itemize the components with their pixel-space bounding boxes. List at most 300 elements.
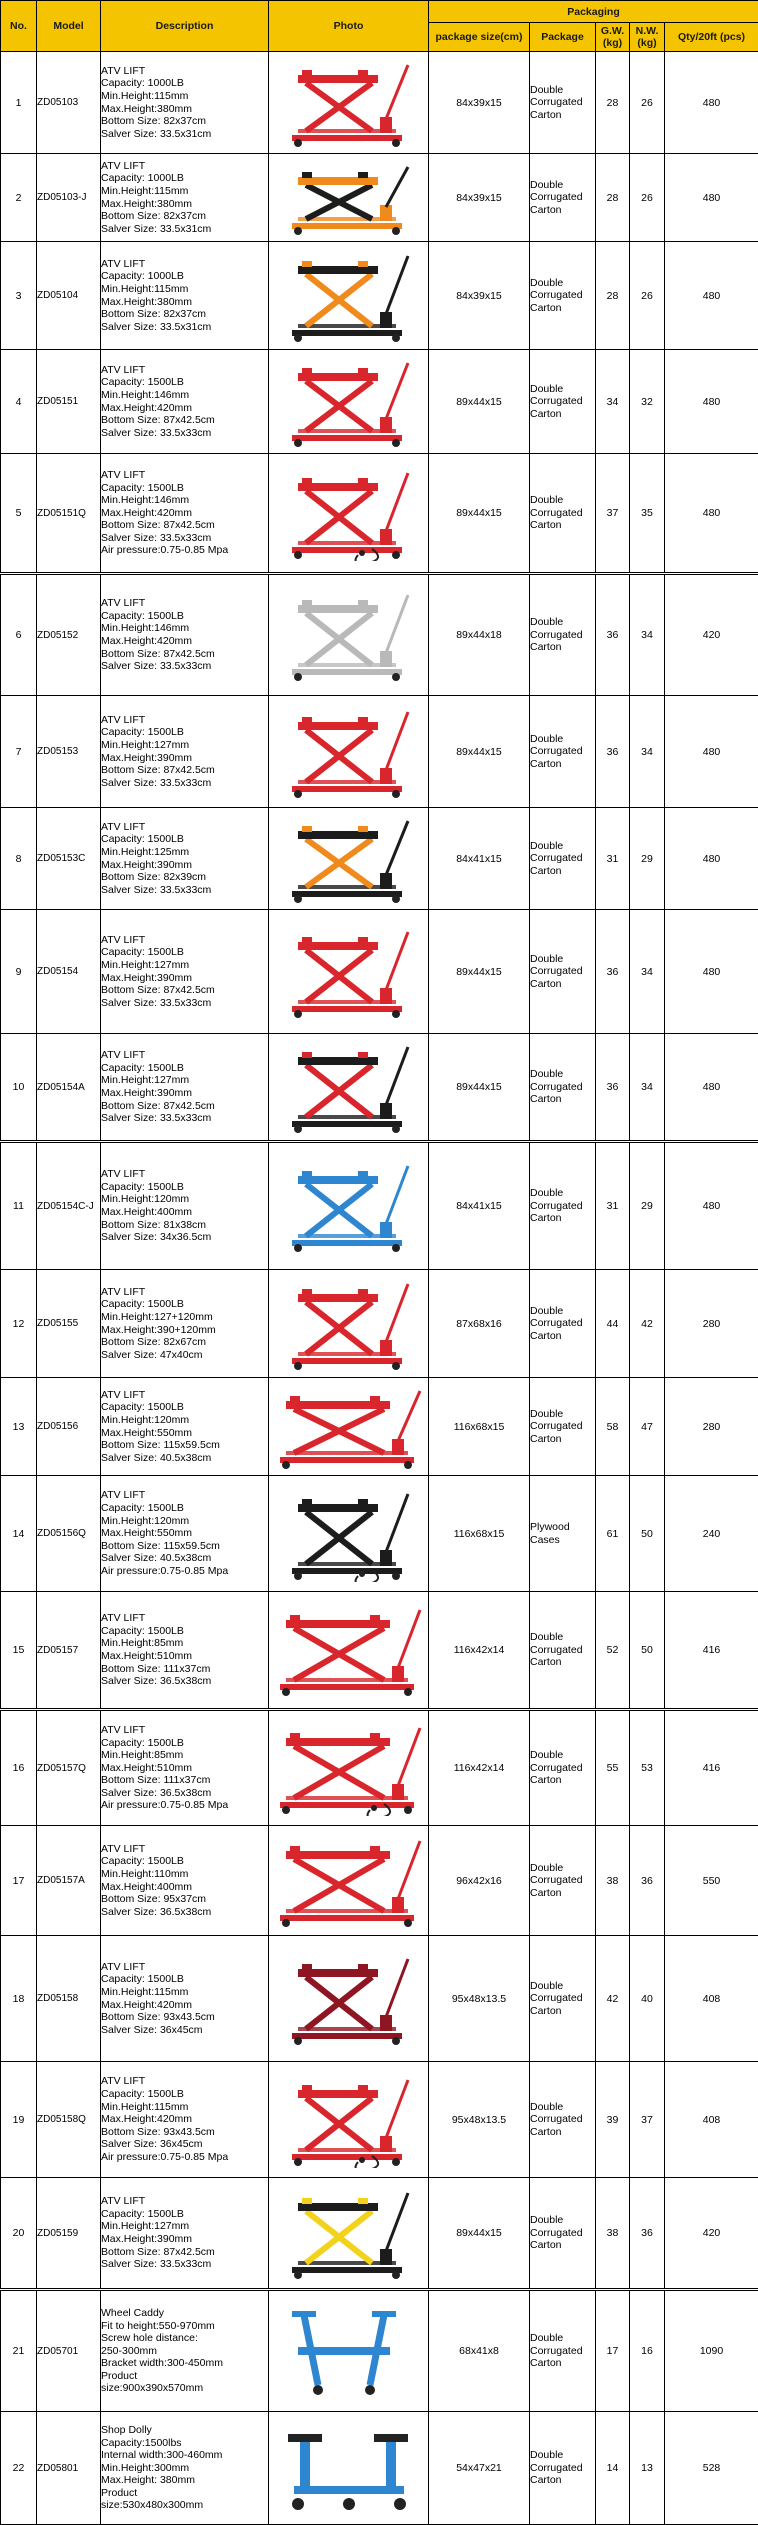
description-line: Capacity: 1500LB: [101, 946, 268, 959]
product-photo: [269, 1476, 429, 1592]
product-photo: [269, 52, 429, 154]
description-line: Air pressure:0.75-0.85 Mpa: [101, 1565, 268, 1578]
package-size: 84x39x15: [429, 52, 530, 154]
product-photo: [269, 1592, 429, 1710]
package-type-line: Double: [530, 953, 595, 966]
description-line: Capacity:1500lbs: [101, 2437, 268, 2450]
description-line: Salver Size: 36.5x38cm: [101, 1675, 268, 1688]
description-cell: [101, 454, 269, 574]
package-type: [530, 1936, 596, 2062]
package-type-line: Carton: [530, 2005, 595, 2018]
package-type-line: Plywood: [530, 1521, 595, 1534]
description-line: Min.Height:127mm: [101, 739, 268, 752]
header-qty: Qty/20ft (pcs): [665, 23, 758, 52]
product-photo: [269, 2178, 429, 2290]
package-type-line: Corrugated: [530, 2227, 595, 2240]
net-weight: 50: [630, 1592, 665, 1710]
package-type: [530, 1710, 596, 1826]
gross-weight: 28: [596, 154, 630, 242]
package-type-line: Double: [530, 616, 595, 629]
description-line: Min.Height:120mm: [101, 1414, 268, 1427]
row-number: 12: [1, 1270, 37, 1378]
package-type-line: Double: [530, 1187, 595, 1200]
table-row: [1, 52, 758, 154]
description-line: ATV LIFT: [101, 1168, 268, 1181]
package-type-line: Carton: [530, 1774, 595, 1787]
package-type: [530, 2062, 596, 2178]
description-line: Capacity: 1000LB: [101, 77, 268, 90]
product-photo: [269, 2412, 429, 2525]
description-cell: [101, 2178, 269, 2290]
gross-weight: 55: [596, 1710, 630, 1826]
package-size: 84x41x15: [429, 1142, 530, 1270]
row-number: 10: [1, 1034, 37, 1142]
package-type: [530, 910, 596, 1034]
description-line: 250-300mm: [101, 2345, 268, 2358]
description-line: ATV LIFT: [101, 160, 268, 173]
table-row: [1, 808, 758, 910]
description-cell: [101, 1826, 269, 1936]
product-photo: [269, 1378, 429, 1476]
description-line: Bottom Size: 87x42.5cm: [101, 764, 268, 777]
package-size: 95x48x13.5: [429, 1936, 530, 2062]
header-nw: N.W.(kg): [630, 23, 665, 52]
gross-weight: 37: [596, 454, 630, 574]
package-size: 89x44x18: [429, 574, 530, 696]
description-line: ATV LIFT: [101, 597, 268, 610]
description-line: Min.Height:127mm: [101, 2220, 268, 2233]
description-line: Bottom Size: 111x37cm: [101, 1774, 268, 1787]
description-line: Shop Dolly: [101, 2424, 268, 2437]
gross-weight: 17: [596, 2290, 630, 2412]
package-type-line: Double: [530, 2449, 595, 2462]
gross-weight: 36: [596, 574, 630, 696]
description-cell: [101, 1270, 269, 1378]
package-size: 95x48x13.5: [429, 2062, 530, 2178]
table-row: [1, 154, 758, 242]
package-type-line: Corrugated: [530, 1992, 595, 2005]
description-line: Max.Height:550mm: [101, 1427, 268, 1440]
package-type-line: Double: [530, 1749, 595, 1762]
row-number: 11: [1, 1142, 37, 1270]
description-line: Bottom Size: 81x38cm: [101, 1219, 268, 1232]
description-line: Air pressure:0.75-0.85 Mpa: [101, 2151, 268, 2164]
gross-weight: 38: [596, 1826, 630, 1936]
product-photo: [269, 2062, 429, 2178]
description-line: Capacity: 1500LB: [101, 726, 268, 739]
package-type-line: Corrugated: [530, 852, 595, 865]
package-size: 89x44x15: [429, 350, 530, 454]
row-number: 17: [1, 1826, 37, 1936]
table-row: [1, 350, 758, 454]
description-line: Max.Height:420mm: [101, 635, 268, 648]
description-line: Max.Height:380mm: [101, 198, 268, 211]
package-type: [530, 1378, 596, 1476]
description-cell: [101, 154, 269, 242]
model-code: ZD05159: [37, 2178, 101, 2290]
description-cell: [101, 2062, 269, 2178]
qty-per-20ft: 408: [665, 1936, 758, 2062]
net-weight: 26: [630, 52, 665, 154]
description-line: Max.Height:510mm: [101, 1650, 268, 1663]
package-type-line: Cases: [530, 1534, 595, 1547]
description-line: Min.Height:120mm: [101, 1515, 268, 1528]
package-type-line: Corrugated: [530, 2113, 595, 2126]
row-number: 13: [1, 1378, 37, 1476]
description-line: Max.Height:420mm: [101, 402, 268, 415]
package-size: 89x44x15: [429, 1034, 530, 1142]
qty-per-20ft: 416: [665, 1710, 758, 1826]
package-size: 54x47x21: [429, 2412, 530, 2525]
qty-per-20ft: 480: [665, 696, 758, 808]
table-row: [1, 1710, 758, 1826]
package-type-line: Double: [530, 84, 595, 97]
table-row: [1, 242, 758, 350]
package-type-line: Corrugated: [530, 1420, 595, 1433]
model-code: ZD05154: [37, 910, 101, 1034]
package-type-line: Corrugated: [530, 2345, 595, 2358]
shop-dolly-icon: [274, 2420, 424, 2516]
description-line: Capacity: 1500LB: [101, 376, 268, 389]
description-line: Max.Height:390mm: [101, 1087, 268, 1100]
description-line: Max.Height:510mm: [101, 1762, 268, 1775]
product-rows: [1, 52, 758, 2525]
description-line: Salver Size: 33.5x33cm: [101, 997, 268, 1010]
row-number: 15: [1, 1592, 37, 1710]
model-code: ZD05157Q: [37, 1710, 101, 1826]
package-type: [530, 2290, 596, 2412]
description-line: Salver Size: 36x45cm: [101, 2138, 268, 2151]
description-line: Salver Size: 33.5x33cm: [101, 2258, 268, 2271]
table-row: [1, 574, 758, 696]
description-line: Capacity: 1500LB: [101, 1298, 268, 1311]
description-line: Min.Height:146mm: [101, 622, 268, 635]
description-line: ATV LIFT: [101, 1612, 268, 1625]
net-weight: 36: [630, 2178, 665, 2290]
product-photo: [269, 350, 429, 454]
package-size: 89x44x15: [429, 454, 530, 574]
net-weight: 34: [630, 696, 665, 808]
description-line: Internal width:300-460mm: [101, 2449, 268, 2462]
package-type-line: Double: [530, 2214, 595, 2227]
description-line: Bottom Size: 111x37cm: [101, 1663, 268, 1676]
description-line: Max.Height:420mm: [101, 507, 268, 520]
qty-per-20ft: 480: [665, 154, 758, 242]
motorcycle-lift-red-icon: [274, 1602, 424, 1698]
package-type-line: Carton: [530, 519, 595, 532]
table-row: [1, 2178, 758, 2290]
package-type: [530, 2412, 596, 2525]
row-number: 1: [1, 52, 37, 154]
description-line: Salver Size: 40.5x38cm: [101, 1552, 268, 1565]
package-type-line: Double: [530, 1980, 595, 1993]
description-line: size:900x390x570mm: [101, 2382, 268, 2395]
description-line: ATV LIFT: [101, 821, 268, 834]
package-size: 116x68x15: [429, 1476, 530, 1592]
description-line: Min.Height:115mm: [101, 90, 268, 103]
description-line: Salver Size: 47x40cm: [101, 1349, 268, 1362]
description-line: Bottom Size: 82x37cm: [101, 308, 268, 321]
package-type-line: Carton: [530, 1656, 595, 1669]
description-line: Bottom Size: 87x42.5cm: [101, 1100, 268, 1113]
description-line: Salver Size: 33.5x33cm: [101, 884, 268, 897]
description-line: Capacity: 1500LB: [101, 2088, 268, 2101]
table-row: [1, 1476, 758, 1592]
model-code: ZD05158: [37, 1936, 101, 2062]
package-type-line: Carton: [530, 204, 595, 217]
model-code: ZD05154A: [37, 1034, 101, 1142]
description-line: Capacity: 1500LB: [101, 1401, 268, 1414]
atv-lift-red-icon: [274, 924, 424, 1020]
package-type: [530, 1270, 596, 1378]
atv-lift-red-icon: [274, 355, 424, 449]
description-cell: [101, 2290, 269, 2412]
row-number: 3: [1, 242, 37, 350]
gross-weight: 58: [596, 1378, 630, 1476]
atv-lift-yellow-icon: [274, 2185, 424, 2281]
wheel-caddy-icon: [274, 2303, 424, 2399]
package-type-line: Carton: [530, 408, 595, 421]
product-photo: [269, 1270, 429, 1378]
description-line: Capacity: 1500LB: [101, 1855, 268, 1868]
qty-per-20ft: 480: [665, 808, 758, 910]
gross-weight: 42: [596, 1936, 630, 2062]
package-type: [530, 808, 596, 910]
package-type-line: Corrugated: [530, 1762, 595, 1775]
table-row: [1, 2412, 758, 2525]
description-line: Salver Size: 33.5x33cm: [101, 427, 268, 440]
package-type-line: Corrugated: [530, 2462, 595, 2475]
package-type-line: Corrugated: [530, 965, 595, 978]
package-type-line: Carton: [530, 109, 595, 122]
package-type: [530, 350, 596, 454]
description-line: Screw hole distance:: [101, 2332, 268, 2345]
package-type-line: Carton: [530, 2474, 595, 2487]
package-type-line: Carton: [530, 1212, 595, 1225]
description-line: ATV LIFT: [101, 1286, 268, 1299]
description-line: Bottom Size: 95x37cm: [101, 1893, 268, 1906]
description-line: ATV LIFT: [101, 1489, 268, 1502]
package-type-line: Carton: [530, 1887, 595, 1900]
description-line: Air pressure:0.75-0.85 Mpa: [101, 1799, 268, 1812]
description-line: ATV LIFT: [101, 469, 268, 482]
net-weight: 34: [630, 910, 665, 1034]
description-cell: [101, 1378, 269, 1476]
description-line: Min.Height:115mm: [101, 2101, 268, 2114]
package-type-line: Carton: [530, 758, 595, 771]
table-row: [1, 1142, 758, 1270]
description-cell: [101, 1592, 269, 1710]
product-photo: [269, 454, 429, 574]
description-line: Salver Size: 33.5x31cm: [101, 223, 268, 236]
description-line: ATV LIFT: [101, 1724, 268, 1737]
description-line: Salver Size: 34x36.5cm: [101, 1231, 268, 1244]
description-line: Capacity: 1500LB: [101, 1737, 268, 1750]
description-line: Min.Height:146mm: [101, 389, 268, 402]
package-size: 84x39x15: [429, 154, 530, 242]
net-weight: 32: [630, 350, 665, 454]
gross-weight: 36: [596, 910, 630, 1034]
description-line: Capacity: 1500LB: [101, 482, 268, 495]
net-weight: 36: [630, 1826, 665, 1936]
description-cell: [101, 350, 269, 454]
description-line: Max.Height:420mm: [101, 2113, 268, 2126]
description-line: Salver Size: 33.5x31cm: [101, 321, 268, 334]
row-number: 21: [1, 2290, 37, 2412]
row-number: 14: [1, 1476, 37, 1592]
package-type: [530, 1476, 596, 1592]
row-number: 7: [1, 696, 37, 808]
description-line: Max.Height: 380mm: [101, 2474, 268, 2487]
gross-weight: 31: [596, 1142, 630, 1270]
qty-per-20ft: 280: [665, 1378, 758, 1476]
description-line: Max.Height:390mm: [101, 752, 268, 765]
description-line: ATV LIFT: [101, 1843, 268, 1856]
description-line: Bottom Size: 93x43.5cm: [101, 2011, 268, 2024]
package-type-line: Carton: [530, 1330, 595, 1343]
net-weight: 29: [630, 1142, 665, 1270]
model-code: ZD05151Q: [37, 454, 101, 574]
row-number: 22: [1, 2412, 37, 2525]
table-row: [1, 2290, 758, 2412]
description-line: Bottom Size: 87x42.5cm: [101, 519, 268, 532]
description-line: Max.Height:390mm: [101, 972, 268, 985]
net-weight: 16: [630, 2290, 665, 2412]
atv-lift-black-orange-icon: [274, 813, 424, 905]
qty-per-20ft: 480: [665, 1034, 758, 1142]
row-number: 2: [1, 154, 37, 242]
description-line: Air pressure:0.75-0.85 Mpa: [101, 544, 268, 557]
atv-lift-blue-icon: [274, 1158, 424, 1254]
package-size: 84x39x15: [429, 242, 530, 350]
package-size: 68x41x8: [429, 2290, 530, 2412]
package-type-line: Corrugated: [530, 507, 595, 520]
package-type-line: Corrugated: [530, 191, 595, 204]
qty-per-20ft: 420: [665, 574, 758, 696]
product-photo: [269, 910, 429, 1034]
description-cell: [101, 574, 269, 696]
package-type-line: Carton: [530, 1093, 595, 1106]
row-number: 8: [1, 808, 37, 910]
package-type-line: Double: [530, 2332, 595, 2345]
description-line: Bottom Size: 82x39cm: [101, 871, 268, 884]
qty-per-20ft: 550: [665, 1826, 758, 1936]
atv-lift-red-icon: [274, 704, 424, 800]
gross-weight: 14: [596, 2412, 630, 2525]
description-line: Bottom Size: 87x42.5cm: [101, 984, 268, 997]
model-code: ZD05152: [37, 574, 101, 696]
package-type-line: Corrugated: [530, 289, 595, 302]
product-photo: [269, 1826, 429, 1936]
net-weight: 37: [630, 2062, 665, 2178]
net-weight: 40: [630, 1936, 665, 2062]
package-type: [530, 1142, 596, 1270]
description-line: Min.Height:127+120mm: [101, 1311, 268, 1324]
product-photo: [269, 696, 429, 808]
package-size: 87x68x16: [429, 1270, 530, 1378]
atv-lift-red-icon: [274, 1276, 424, 1372]
description-line: Bottom Size: 87x42.5cm: [101, 648, 268, 661]
model-code: ZD05104: [37, 242, 101, 350]
description-line: Min.Height:85mm: [101, 1637, 268, 1650]
qty-per-20ft: 408: [665, 2062, 758, 2178]
air-lift-red-icon: [274, 465, 424, 561]
qty-per-20ft: 416: [665, 1592, 758, 1710]
description-line: Salver Size: 33.5x33cm: [101, 532, 268, 545]
description-line: Bottom Size: 93x43.5cm: [101, 2126, 268, 2139]
model-code: ZD05156Q: [37, 1476, 101, 1592]
row-number: 20: [1, 2178, 37, 2290]
package-size: 89x44x15: [429, 2178, 530, 2290]
product-photo: [269, 1936, 429, 2062]
description-line: Max.Height:390mm: [101, 2233, 268, 2246]
table-row: [1, 1826, 758, 1936]
model-code: ZD05103-J: [37, 154, 101, 242]
package-type: [530, 154, 596, 242]
package-type-line: Corrugated: [530, 96, 595, 109]
model-code: ZD05157: [37, 1592, 101, 1710]
description-line: Salver Size: 33.5x31cm: [101, 128, 268, 141]
description-line: Bottom Size: 82x37cm: [101, 210, 268, 223]
package-type-line: Corrugated: [530, 1644, 595, 1657]
description-line: ATV LIFT: [101, 714, 268, 727]
package-size: 89x44x15: [429, 910, 530, 1034]
motorcycle-lift-red-icon: [274, 1833, 424, 1929]
package-size: 116x42x14: [429, 1710, 530, 1826]
package-type-line: Carton: [530, 641, 595, 654]
package-type-line: Double: [530, 733, 595, 746]
package-type-line: Carton: [530, 2239, 595, 2252]
description-line: Min.Height:127mm: [101, 959, 268, 972]
description-line: Min.Height:110mm: [101, 1868, 268, 1881]
description-line: Max.Height:550mm: [101, 1527, 268, 1540]
air-motorcycle-lift-red-icon: [274, 1720, 424, 1816]
package-type: [530, 1034, 596, 1142]
description-line: Product: [101, 2370, 268, 2383]
package-type: [530, 242, 596, 350]
table-row: [1, 454, 758, 574]
package-type-line: Carton: [530, 2126, 595, 2139]
description-line: Bottom Size: 82x67cm: [101, 1336, 268, 1349]
table-row: [1, 1592, 758, 1710]
qty-per-20ft: 528: [665, 2412, 758, 2525]
gross-weight: 39: [596, 2062, 630, 2178]
row-number: 6: [1, 574, 37, 696]
model-code: ZD05155: [37, 1270, 101, 1378]
net-weight: 34: [630, 574, 665, 696]
description-line: Max.Height:400mm: [101, 1206, 268, 1219]
table-row: [1, 696, 758, 808]
description-line: Fit to height:550-970mm: [101, 2320, 268, 2333]
gross-weight: 61: [596, 1476, 630, 1592]
description-line: Min.Height:115mm: [101, 283, 268, 296]
description-line: Bottom Size: 115x59.5cm: [101, 1540, 268, 1553]
package-type-line: Corrugated: [530, 1081, 595, 1094]
gross-weight: 52: [596, 1592, 630, 1710]
description-cell: [101, 808, 269, 910]
description-cell: [101, 696, 269, 808]
description-line: Capacity: 1500LB: [101, 1625, 268, 1638]
gross-weight: 36: [596, 1034, 630, 1142]
description-line: Capacity: 1000LB: [101, 172, 268, 185]
description-line: Min.Height:115mm: [101, 1986, 268, 1999]
package-type-line: Corrugated: [530, 1317, 595, 1330]
package-type-line: Corrugated: [530, 395, 595, 408]
package-type: [530, 1592, 596, 1710]
description-line: Min.Height:300mm: [101, 2462, 268, 2475]
package-type-line: Double: [530, 2101, 595, 2114]
product-photo: [269, 242, 429, 350]
